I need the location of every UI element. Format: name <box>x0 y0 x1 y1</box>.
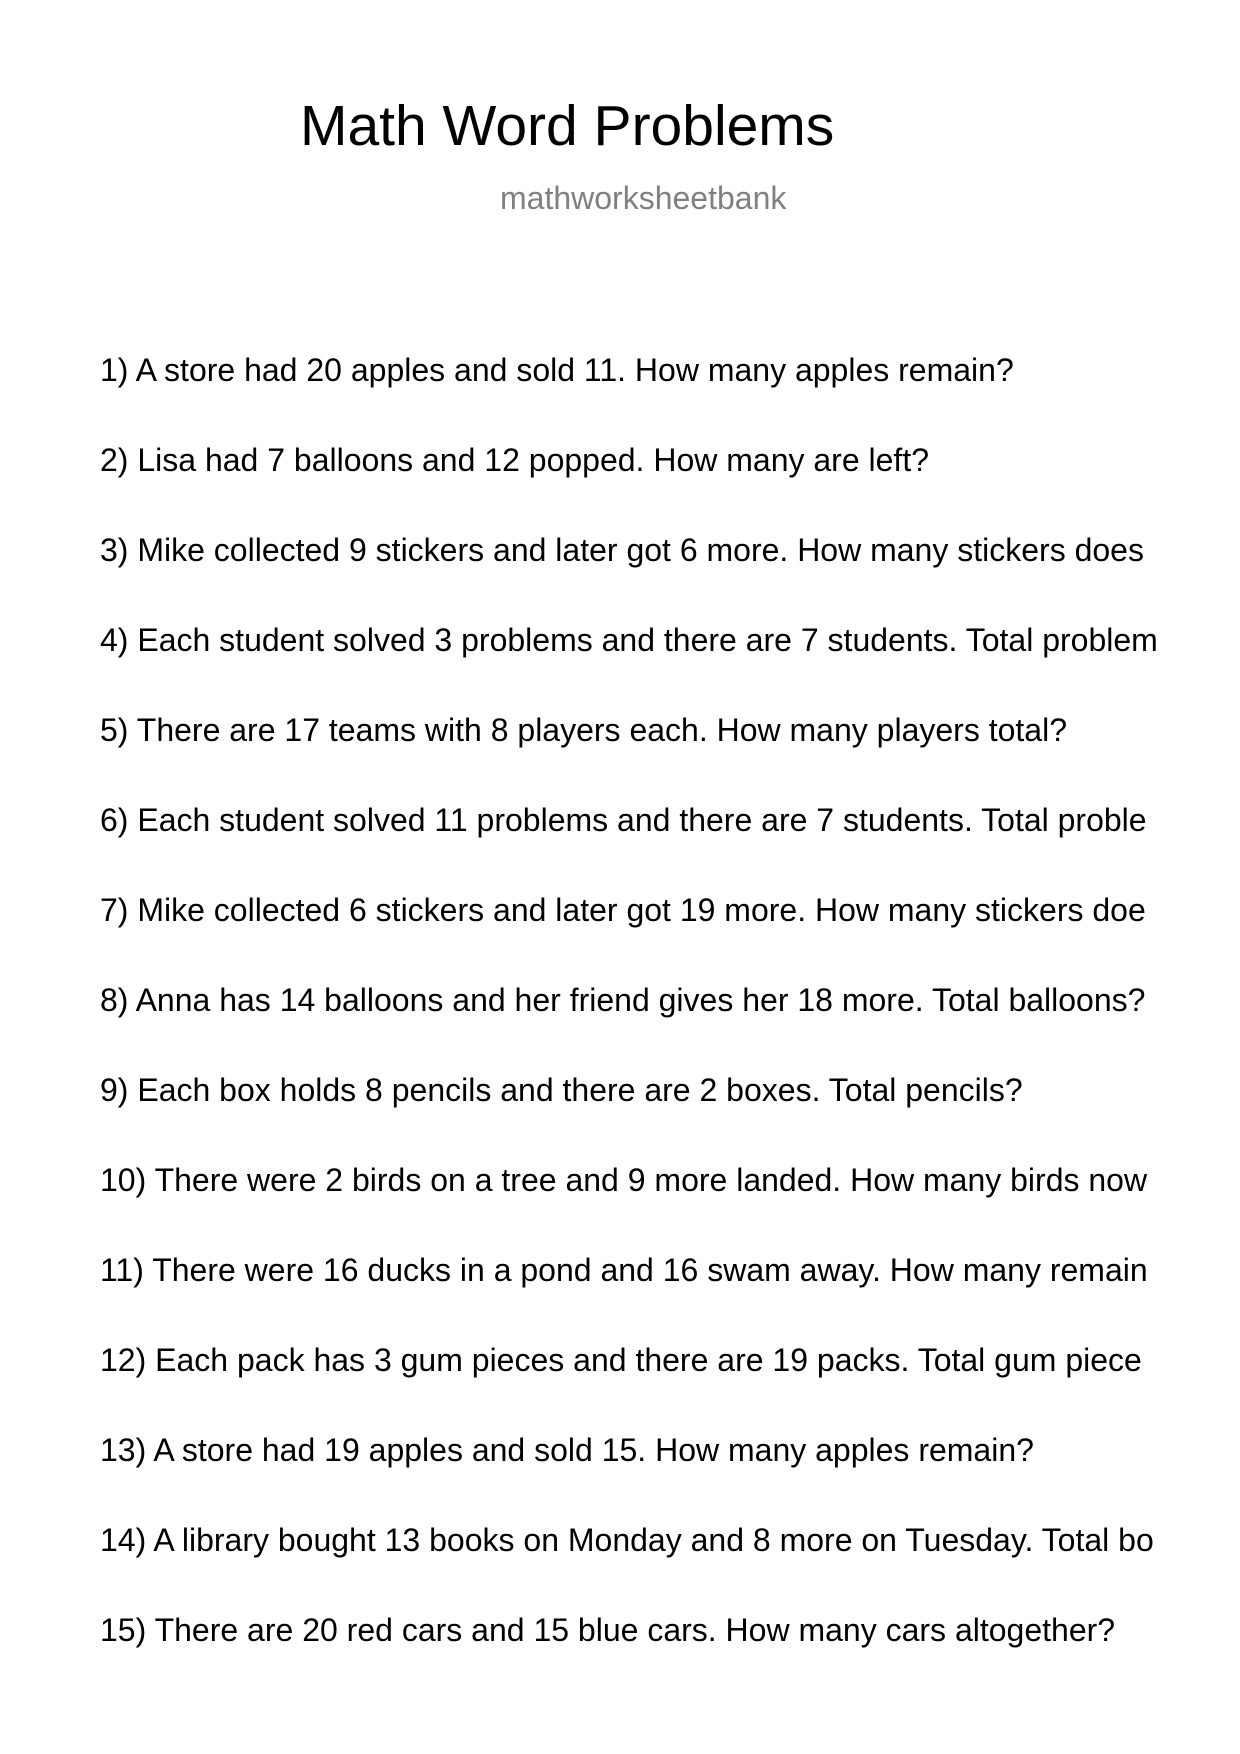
problem-3: 3) Mike collected 9 stickers and later got 6 more. How many stickers does <box>100 532 1144 568</box>
worksheet-title: Math Word Problems <box>300 94 835 158</box>
problem-13: 13) A store had 19 apples and sold 15. How many apples remain? <box>100 1432 1034 1468</box>
problem-2: 2) Lisa had 7 balloons and 12 popped. How many are left? <box>100 442 929 478</box>
problem-7: 7) Mike collected 6 stickers and later got 19 more. How many stickers doe <box>100 892 1146 928</box>
problem-8: 8) Anna has 14 balloons and her friend gives her 18 more. Total balloons? <box>100 982 1146 1018</box>
problem-5: 5) There are 17 teams with 8 players each. How many players total? <box>100 712 1067 748</box>
problem-1: 1) A store had 20 apples and sold 11. How many apples remain? <box>100 352 1014 388</box>
problem-15: 15) There are 20 red cars and 15 blue cars. How many cars altogether? <box>100 1612 1116 1648</box>
worksheet-subtitle: mathworksheetbank <box>500 180 787 216</box>
problem-list <box>100 352 1240 1702</box>
problem-10: 10) There were 2 birds on a tree and 9 more landed. How many birds now <box>100 1162 1148 1198</box>
problem-6: 6) Each student solved 11 problems and there are 7 students. Total proble <box>100 802 1147 838</box>
problem-9: 9) Each box holds 8 pencils and there are 2 boxes. Total pencils? <box>100 1072 1023 1108</box>
problem-4: 4) Each student solved 3 problems and there are 7 students. Total problem <box>100 622 1158 658</box>
problem-11: 11) There were 16 ducks in a pond and 16 swam away. How many remain <box>100 1252 1148 1288</box>
problem-12: 12) Each pack has 3 gum pieces and there are 19 packs. Total gum piece <box>100 1342 1142 1378</box>
problem-14: 14) A library bought 13 books on Monday and 8 more on Tuesday. Total bo <box>100 1522 1154 1558</box>
